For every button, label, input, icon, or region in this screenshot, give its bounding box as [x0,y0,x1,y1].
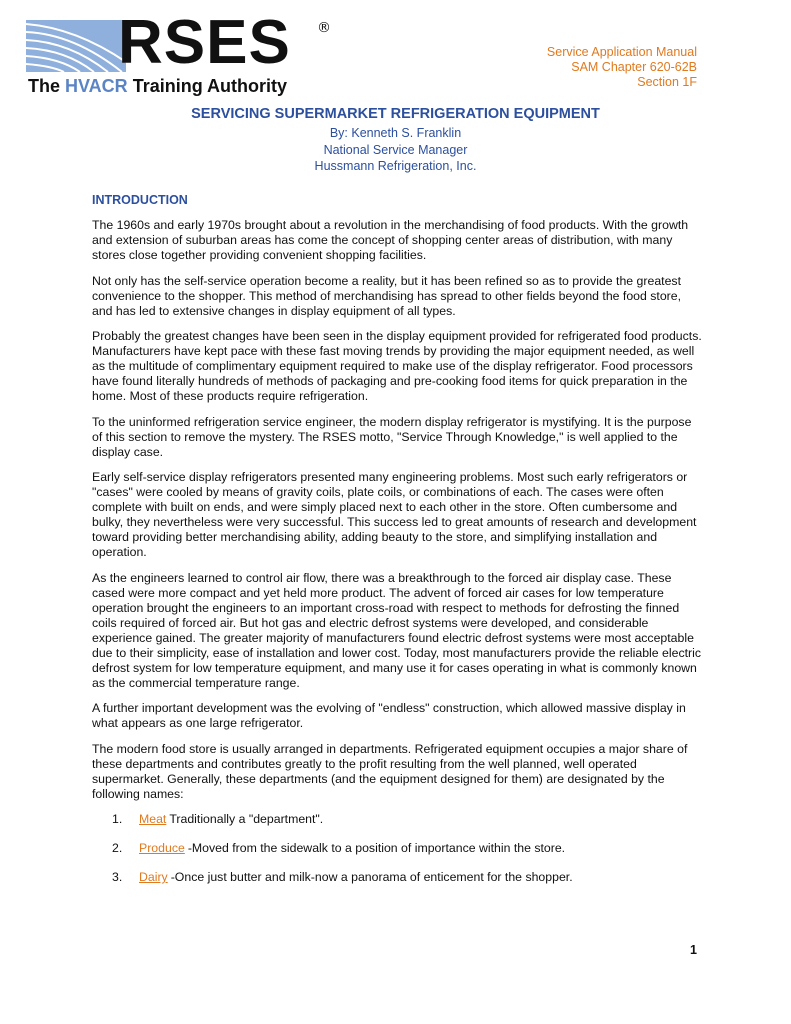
paragraph: Probably the greatest changes have been seen in the display equipment provided for refrigerated food products. Manufacturers have kept pace with these fast moving trends by providing the major equipment needed, as well as the multitude of complimentary equipment required to make use of the display refrigerator. Food processors have found literally hundreds of methods of packaging and pre-cooking food items for quick preparation in the home. Most of these products require refrigeration. [92,329,702,403]
department-link-produce[interactable]: Produce [139,841,185,855]
byline-role: National Service Manager [323,142,468,157]
logo-wordmark: RSES [118,8,291,77]
rses-logo [26,8,331,98]
tagline-prefix: The [28,76,66,96]
logo-tagline [28,76,287,97]
manual-chapter: SAM Chapter 620-62B [571,60,697,74]
manual-title: Service Application Manual [546,45,697,59]
department-link-meat[interactable]: Meat [139,812,167,826]
paragraph: To the uninformed refrigeration service engineer, the modern display refrigerator is mystifying. It is the purpose of this section to remove the mystery. The RSES motto, "Service Through Knowledge," is well applied to the display case. [92,414,692,459]
list-number: 1. [112,812,123,826]
page-number: 1 [690,943,697,957]
list-item [92,870,702,885]
manual-info [547,45,697,90]
department-description: -Once just butter and milk-now a panorama of enticement for the shopper. [170,870,573,884]
paragraph: A further important development was the evolving of "endless" construction, which allowed massive display in what appears as one large refrigerator. [92,701,686,730]
department-list [92,812,702,885]
byline-author: By: Kenneth S. Franklin [329,126,462,140]
paragraph: Not only has the self-service operation become a reality, but it has been refined so as to provide the greatest convenience to the shopper. This method of merchandising has spread to other fields beyond the food store, and has led to extensive changes in display equipment of all types. [92,273,682,318]
paragraph: Early self-service display refrigerators presented many engineering problems. Most such early refrigerators or "cases" were cooled by means of gravity coils, plate coils, or combinations of each. The cases were often complete with built on ends, and were simply placed next to each other in the store. Often cumbersome and bulky, they nevertheless were very successful. This success led to great amounts of research and development toward providing better merchandising ability, adding beauty to the store, and simplifying installation and operation. [92,470,697,559]
tagline-suffix: Training Authority [127,76,288,96]
paragraph: The 1960s and early 1970s brought about a revolution in the merchandising of food products. With the growth and extension of suburban areas has come the concept of shopping center areas of distribution, with many stores close together providing convenient shopping facilities. [92,218,689,262]
registered-mark: ® [317,20,331,36]
document-body [92,193,702,899]
paragraph: The modern food store is usually arranged in departments. Refrigerated equipment occupies a major share of these departments and contributes greatly to the profit resulting from the well planned, well operated supermarket. Generally, these departments (and the equipment designed for them) are designated by the following names: [92,741,688,801]
department-description: Traditionally a "department". [169,812,324,826]
document-title: SERVICING SUPERMARKET REFRIGERATION EQUIPMENT [191,106,600,122]
byline-company: Hussmann Refrigeration, Inc. [314,159,477,173]
section-heading: INTRODUCTION [92,193,188,207]
tagline-highlight: HVACR [65,76,128,96]
department-link-dairy[interactable]: Dairy [139,870,168,884]
list-item [92,812,702,827]
byline [0,125,791,175]
list-item [92,841,702,856]
list-number: 2. [112,841,123,855]
list-number: 3. [112,870,123,884]
manual-section: Section 1F [637,75,697,89]
paragraph: As the engineers learned to control air flow, there was a breakthrough to the forced air display case. These cased were more compact and yet held more product. The advent of forced air cases for low temperature operation brought the engineers to an important cross-road with respect to methods for defrosting the finned coils required of forced air. But hot gas and electric defrost systems were developed, and considerable experience gained. The greater majority of manufacturers found electric defrost systems were most acceptable due to their simplicity, ease of installation and lower cost. Today, most manufacturers provide the reliable electric defrost system for low temperature equipment, and many use it for cases operating in what is commonly known as the commercial temperature range. [92,570,701,690]
department-description: -Moved from the sidewalk to a position of importance within the store. [187,841,566,855]
logo-swoosh-icon [26,18,126,74]
